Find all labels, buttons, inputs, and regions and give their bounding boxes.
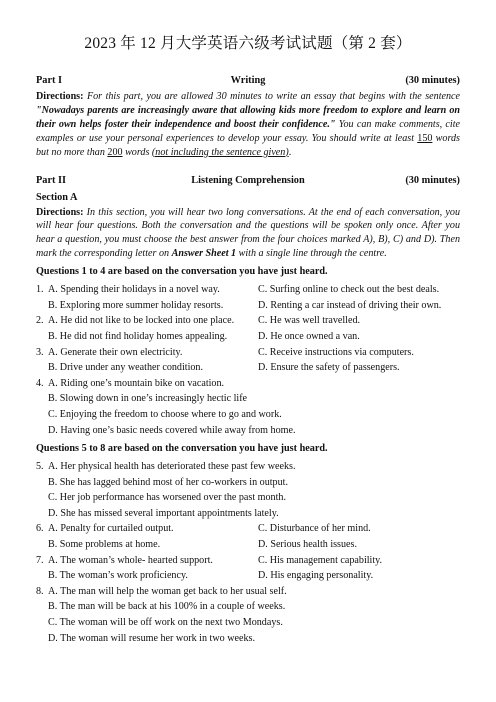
question-number: 8.	[36, 585, 44, 597]
choice-d: D. His engaging personality.	[258, 570, 374, 582]
question-item	[36, 345, 460, 376]
question-item	[36, 459, 460, 521]
question-item	[36, 553, 460, 584]
question-number-spacer	[36, 329, 48, 345]
part1-label: Part I	[36, 75, 63, 86]
choice-a: A. Penalty for curtailed output.	[48, 523, 174, 535]
part2-label: Part II	[36, 174, 67, 186]
question-number-spacer	[36, 506, 48, 522]
part1-directions-text-b: You can make comments, cite examples or use your personal experiences to develop your essay. You should write at least	[36, 118, 460, 144]
part1-directions-text-c: words but no more than	[36, 132, 460, 158]
question-number: 2.	[36, 315, 44, 327]
choice-c: C. He was well travelled.	[258, 315, 361, 327]
choice-c: C. Disturbance of her mind.	[258, 523, 371, 535]
question-number-spacer	[36, 360, 48, 376]
choice-d: D. The woman will resume her work in two weeks.	[48, 632, 255, 644]
choice-a: A. Spending their holidays in a novel way.	[48, 284, 220, 296]
question-number-spacer	[36, 631, 48, 647]
choice-a: A. Riding one’s mountain bike on vacation.	[48, 377, 225, 389]
question-group-heading: Questions 1 to 4 are based on the conversation you have just heard.	[36, 266, 328, 278]
part1-directions-text-a: For this part, you are allowed 30 minutes to write an essay that begins with the sentence	[83, 91, 460, 102]
part2-directions-text-b: with a single line through the centre.	[236, 248, 387, 260]
choice-d: D. Serious health issues.	[258, 539, 357, 551]
question-number-spacer	[36, 599, 48, 615]
choice-c: C. Her job performance has worsened over the past month.	[48, 492, 286, 504]
question-number: 3.	[36, 346, 44, 358]
choice-b: B. The man will be back at his 100% in a couple of weeks.	[48, 601, 286, 613]
question-number-spacer	[36, 391, 48, 407]
part1-max-words: 200	[107, 146, 123, 158]
part1-directions-paren: (not including the sentence given)	[151, 146, 289, 158]
question-number-spacer	[36, 298, 48, 314]
question-groups	[36, 265, 460, 646]
part1-header	[36, 74, 460, 87]
question-number-spacer	[36, 407, 48, 423]
choice-a: A. He did not like to be locked into one place.	[48, 315, 235, 327]
part1-time: (30 minutes)	[405, 75, 460, 86]
part1-directions-end: .	[288, 146, 292, 158]
question-number-spacer	[36, 490, 48, 506]
part2-answer-sheet: Answer Sheet 1	[171, 248, 237, 260]
question-number-spacer	[36, 615, 48, 631]
choice-c: C. The woman will be off work on the next two Mondays.	[48, 617, 283, 629]
page-title: 2023 年 12 月大学英语六级考试试题（第 2 套）	[84, 35, 412, 52]
part2-directions-text-a: In this section, you will hear two long conversations. At the end of each conversation, you will hear four questions. Both the conversation and the questions will be spoken only once. After you hear a question, you must choose the best answer from the four choices marked A), B), C) and D). Then mark the corresponding letter on	[36, 206, 460, 260]
choice-b: B. Drive under any weather condition.	[48, 362, 204, 374]
choice-c: C. Receive instructions via computers.	[258, 346, 414, 358]
part1-directions	[36, 90, 460, 160]
question-item	[36, 584, 460, 646]
choice-c: C. Enjoying the freedom to choose where to go and work.	[48, 408, 282, 420]
choice-b: B. Slowing down in one’s increasingly hectic life	[48, 393, 248, 405]
part1-min-words: 150	[417, 132, 433, 144]
section-a-label: Section A	[36, 191, 78, 203]
choice-b: B. Exploring more summer holiday resorts.	[48, 299, 224, 311]
choice-d: D. Having one’s basic needs covered while away from home.	[48, 424, 296, 436]
question-number-spacer	[36, 423, 48, 439]
part1-directions-lead: Directions:	[36, 91, 84, 102]
choice-d: D. Renting a car instead of driving their own.	[258, 299, 442, 311]
choice-c: C. Surfing online to check out the best deals.	[258, 284, 440, 296]
choice-a: A. The man will help the woman get back to her usual self.	[48, 585, 287, 597]
question-number-spacer	[36, 475, 48, 491]
question-item	[36, 282, 460, 313]
choice-b: B. Some problems at home.	[48, 539, 161, 551]
choice-a: A. Her physical health has deteriorated these past few weeks.	[48, 461, 296, 473]
choice-b: B. The woman’s work proficiency.	[48, 570, 188, 582]
part2-time: (30 minutes)	[405, 174, 460, 186]
choice-a: A. The woman’s whole- hearted support.	[48, 554, 213, 566]
part1-directions-text-d: words	[122, 146, 152, 158]
question-item	[36, 313, 460, 344]
choice-c: C. His management capability.	[258, 554, 383, 566]
question-item	[36, 376, 460, 438]
part1-essay-prompt: "Nowadays parents are increasingly aware that allowing kids more freedom to explore and learn on their own helps foster their independence and boost their confidence."	[36, 104, 460, 130]
question-number-spacer	[36, 568, 48, 584]
question-group-heading: Questions 5 to 8 are based on the conversation you have just heard.	[36, 443, 328, 455]
choice-b: B. She has lagged behind most of her co-workers in output.	[48, 476, 288, 488]
part1-name: Writing	[230, 75, 266, 86]
choice-a: A. Generate their own electricity.	[48, 346, 183, 358]
question-number: 1.	[36, 284, 44, 296]
question-number: 7.	[36, 554, 44, 566]
choice-d: D. He once owned a van.	[258, 330, 360, 342]
part2-directions-lead: Directions:	[36, 206, 84, 218]
part2-name: Listening Comprehension	[191, 174, 305, 186]
question-number: 6.	[36, 523, 44, 535]
choice-d: D. She has missed several important appointments lately.	[48, 507, 279, 519]
question-number-spacer	[36, 537, 48, 553]
part2-directions	[36, 206, 460, 262]
choice-d: D. Ensure the safety of passengers.	[258, 362, 400, 374]
question-item	[36, 521, 460, 552]
question-number: 5.	[36, 461, 44, 473]
choice-b: B. He did not find holiday homes appealing.	[48, 330, 228, 342]
part2-header	[36, 174, 460, 187]
question-number: 4.	[36, 377, 44, 389]
